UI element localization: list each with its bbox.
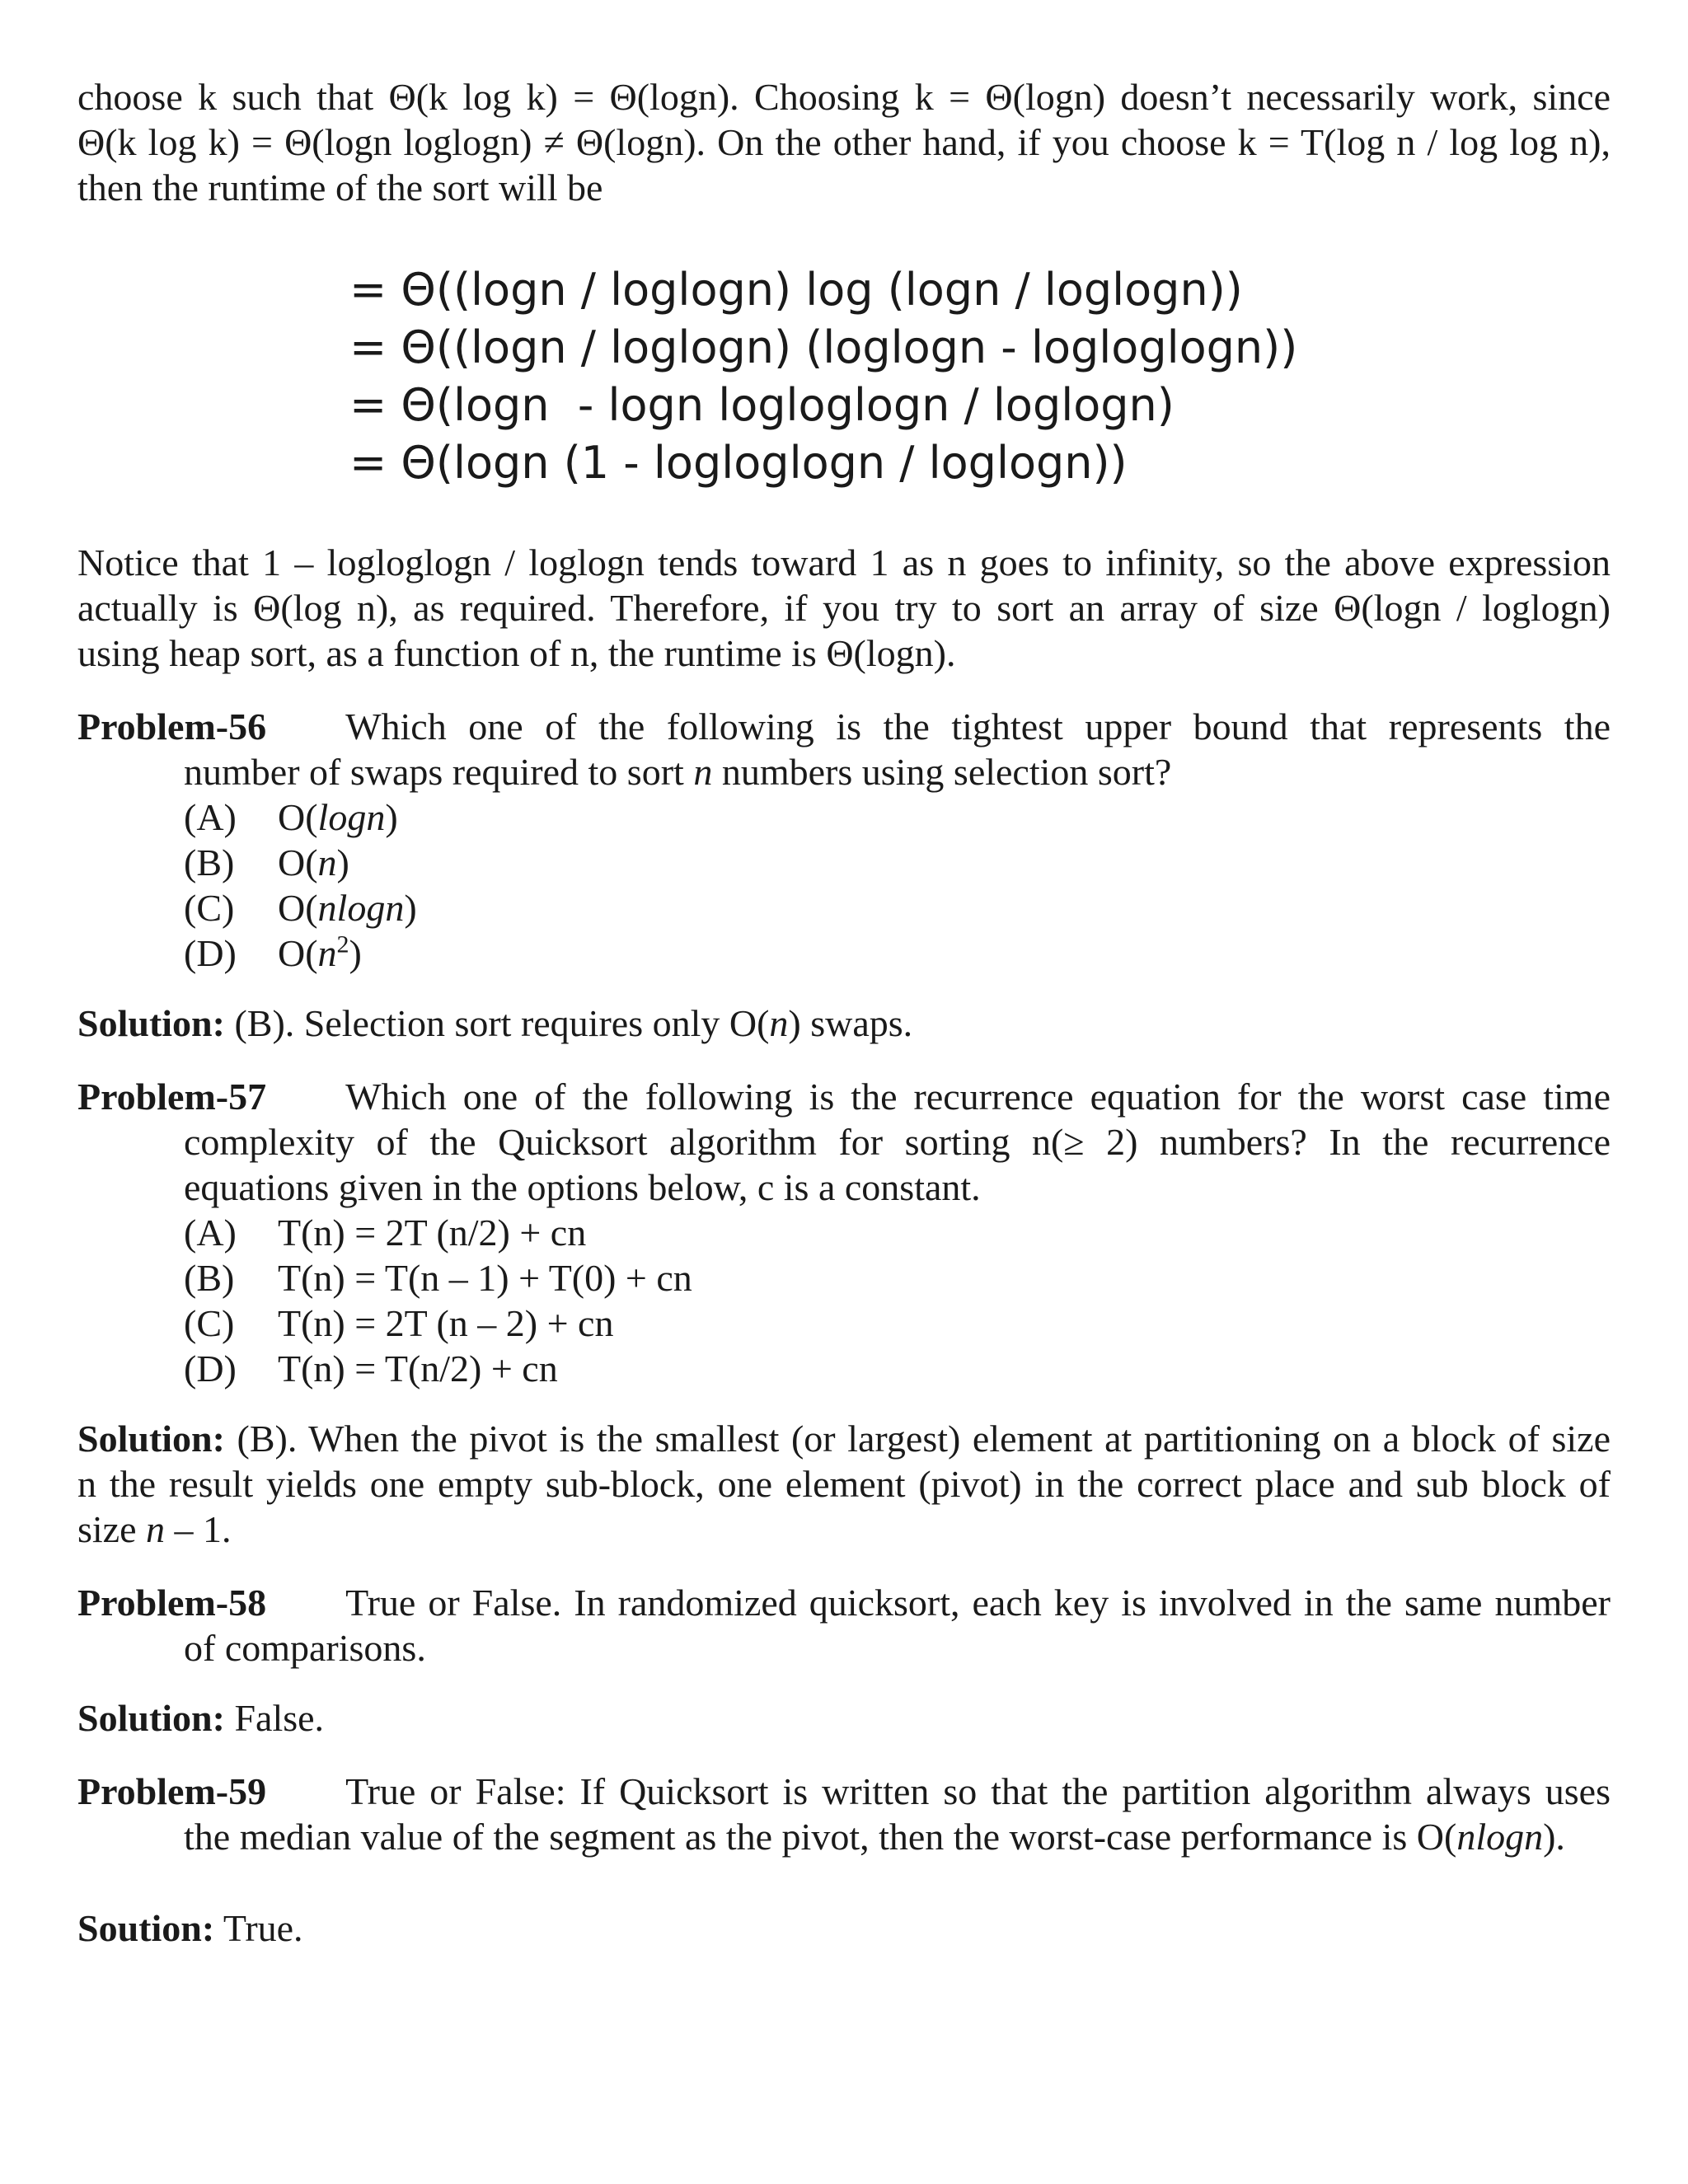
question-continuation xyxy=(77,1814,1611,1859)
intro-line: choose k such that Θ(k log k) = Θ(logn). Choosing k = Θ(logn) doesn’t necessarily work, since xyxy=(77,76,1611,118)
problem-question xyxy=(77,1769,1611,1814)
solution-58: Solution: False. xyxy=(77,1697,325,1739)
equation-line: = Θ(logn - logn logloglogn / loglogn) xyxy=(349,379,1175,431)
notice-paragraph xyxy=(77,540,1611,676)
problem-question xyxy=(77,1580,1611,1625)
problem-number: Problem-59 xyxy=(77,1770,267,1812)
option-c: (C) O(nlogn) xyxy=(184,887,417,929)
equation-line: = Θ((logn / loglogn) log (logn / loglogn)) xyxy=(349,264,1243,316)
problem-question xyxy=(77,1074,1611,1119)
problem-question xyxy=(77,704,1611,749)
intro-paragraph xyxy=(77,74,1611,210)
question-line: the median value of the segment as the pivot, then the worst-case performance is O(nlogn). xyxy=(184,1816,1565,1858)
solution-label: Solution: xyxy=(77,1002,225,1044)
option-d: (D) T(n) = T(n/2) + cn xyxy=(184,1347,558,1390)
question-line: of comparisons. xyxy=(184,1627,426,1669)
runtime-derivation xyxy=(349,261,1611,492)
equation-line: = Θ(logn (1 - logloglogn / loglogn)) xyxy=(349,437,1128,489)
page-content xyxy=(77,74,1611,1951)
question-continuation xyxy=(77,749,1611,794)
problem-59 xyxy=(77,1769,1611,1951)
problem-number: Problem-56 xyxy=(77,705,267,748)
notice-line: Notice that 1 – logloglogn / loglogn tends toward 1 as n goes to infinity, so the above expression xyxy=(77,541,1611,583)
solution-label: Solution: xyxy=(77,1697,225,1739)
option-b: (B) O(n) xyxy=(184,841,349,883)
equation-line: = Θ((logn / loglogn) (loglogn - logloglogn)) xyxy=(349,321,1298,373)
option-a: (A) O(logn) xyxy=(184,796,398,838)
question-text: True or False: If Quicksort is written so that the partition algorithm always uses xyxy=(345,1770,1611,1812)
solution-59: Soution: True. xyxy=(77,1907,303,1949)
solution-57: Solution: (B). When the pivot is the smallest (or largest) element at partitioning on a block of size n the result yields one empty sub-block, one element (pivot) in the correct place and sub block of size n – 1. xyxy=(77,1418,1611,1550)
option-b: (B) T(n) = T(n – 1) + T(0) + cn xyxy=(184,1257,692,1299)
question-text: Which one of the following is the recurrence equation for the worst case time xyxy=(345,1076,1611,1118)
intro-line: Θ(k log k) = Θ(logn loglogn) ≠ Θ(logn). On the other hand, if you choose k = T(log n / log log n), xyxy=(77,121,1611,163)
solution-56: Solution: (B). Selection sort requires only O(n) swaps. xyxy=(77,1002,913,1044)
question-text: True or False. In randomized quicksort, each key is involved in the same number xyxy=(345,1582,1611,1624)
question-line: complexity of the Quicksort algorithm for sorting n(≥ 2) numbers? In the recurrence xyxy=(184,1121,1611,1163)
question-text: Which one of the following is the tightest upper bound that represents the xyxy=(345,705,1611,748)
solution-label: Soution: xyxy=(77,1907,215,1949)
problem-number: Problem-58 xyxy=(77,1582,267,1624)
answer-options xyxy=(77,794,1611,976)
option-d: (D) $O(n^2)$ xyxy=(184,930,362,974)
problem-number: Problem-57 xyxy=(77,1076,267,1118)
question-line: equations given in the options below, c is a constant. xyxy=(184,1166,981,1208)
question-line: number of swaps required to sort n numbers using selection sort? xyxy=(184,751,1172,793)
problem-56 xyxy=(77,704,1611,1046)
solution-label: Solution: xyxy=(77,1418,225,1460)
question-continuation xyxy=(77,1625,1611,1671)
option-a: (A) T(n) = 2T (n/2) + cn xyxy=(184,1212,587,1254)
answer-options xyxy=(77,1210,1611,1391)
intro-line: then the runtime of the sort will be xyxy=(77,166,603,209)
question-continuation xyxy=(77,1119,1611,1210)
notice-line: using heap sort, as a function of n, the runtime is Θ(logn). xyxy=(77,632,956,674)
notice-line: actually is Θ(log n), as required. Therefore, if you try to sort an array of size Θ(logn / loglogn) xyxy=(77,587,1611,629)
problem-58 xyxy=(77,1580,1611,1741)
option-c: (C) T(n) = 2T (n – 2) + cn xyxy=(184,1302,614,1344)
problem-57 xyxy=(77,1074,1611,1552)
